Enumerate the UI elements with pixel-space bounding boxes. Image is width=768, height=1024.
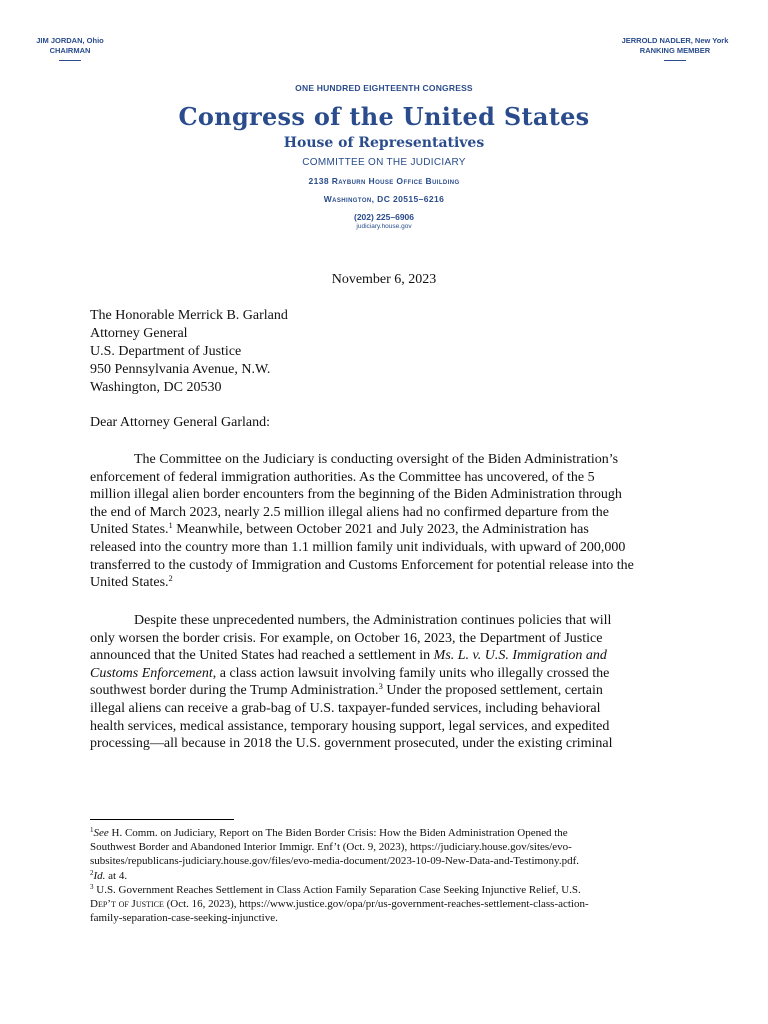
footnote-line[interactable]: family-separation-case-seeking-injunctive.	[90, 912, 278, 925]
footnote-text: U.S. Government Reaches Settlement in Class Action Family Separation Case Seeking Injunctive Relief, U.S.	[93, 883, 581, 896]
footnote-number: 2	[90, 868, 94, 877]
footnote-1	[90, 826, 690, 840]
chairman-title: CHAIRMAN	[49, 46, 91, 55]
footnotes	[90, 826, 690, 925]
publisher-name: Dep’t of Justice	[90, 898, 164, 911]
text-line	[90, 682, 690, 700]
text-segment: Meanwhile, between October 2021 and July 2023, the Administration has	[172, 522, 589, 538]
text-line: the end of March 2023, nearly 2.5 million illegal aliens had no confirmed departure from the	[90, 504, 610, 520]
chairman-name: JIM JORDAN, Ohio	[36, 36, 104, 45]
footnote-ref-2[interactable]: 2	[168, 573, 173, 584]
text-line: The Committee on the Judiciary is conducting oversight of the Biden Administration’s	[134, 452, 619, 467]
text-segment: United States.	[90, 522, 169, 538]
footnote-line[interactable]: subsites/republicans-judiciary.house.gov/files/evo-media-document/2023-10-09-New-Data-and-Testimony.pdf.	[90, 855, 580, 868]
text-segment: United States.	[90, 575, 169, 591]
body-paragraph-2	[90, 612, 690, 753]
ranking-member-block	[614, 36, 736, 61]
ranking-member-title: RANKING MEMBER	[639, 46, 711, 55]
text-segment: southwest border during the Trump Administration.	[90, 683, 379, 699]
congress-title: Congress of the United States	[178, 102, 590, 131]
text-line: only worsen the border crisis. For example, on October 16, 2023, the Department of Justice	[90, 630, 603, 646]
text-line: illegal aliens can receive a grab-bag of U.S. taxpayer-funded services, including behavioral	[90, 700, 601, 716]
text-line	[90, 574, 690, 592]
committee-name: COMMITTEE ON THE JUDICIARY	[302, 157, 466, 168]
text-line: transferred to the custody of Immigration and Customs Enforcement for potential release into the	[90, 557, 634, 573]
text-line: million illegal alien border encounters from the beginning of the Biden Administration through	[90, 487, 622, 503]
text-line: released into the country more than 1.1 million family unit individuals, with upward of 200,000	[90, 539, 626, 555]
recipient-line: Attorney General	[90, 326, 188, 341]
office-address: 2138 Rayburn House Office Building	[308, 176, 460, 186]
footnote-number: 1	[90, 826, 94, 834]
recipient-line: The Honorable Merrick B. Garland	[90, 308, 288, 323]
office-phone: (202) 225–6906	[353, 212, 415, 222]
footnote-2	[90, 869, 690, 883]
footnote-number: 3	[90, 882, 94, 891]
recipient-line: 950 Pennsylvania Avenue, N.W.	[90, 362, 271, 377]
text-line	[90, 521, 690, 539]
footnote-link-text[interactable]: (Oct. 16, 2023), https://www.justice.gov/opa/pr/us-government-reaches-settlement-class-action-	[163, 898, 589, 911]
footnote-3	[90, 883, 690, 897]
ranking-member-name: JERROLD NADLER, New York	[621, 36, 729, 45]
text-line: enforcement of federal immigration authorities. As the Committee has uncovered, of the 5	[90, 469, 595, 485]
footnote-divider	[90, 819, 234, 820]
text-segment: , a class action lawsuit involving family units who illegally crossed the	[212, 665, 610, 681]
chairman-rule	[59, 60, 81, 61]
salutation: Dear Attorney General Garland:	[90, 415, 270, 430]
footnote-ref-3[interactable]: 3	[378, 681, 383, 692]
footnote-line[interactable]: Southwest Border and Abandoned Interior Immigr. Enf’t (Oct. 9, 2023), https://judiciary.house.gov/sites/evo-	[90, 841, 572, 854]
footnote-line[interactable]	[90, 897, 690, 911]
recipient-line: U.S. Department of Justice	[90, 344, 242, 359]
chairman-block	[30, 36, 110, 61]
text-segment: announced that the United States had reached a settlement in	[90, 648, 434, 664]
website: judiciary.house.gov	[356, 223, 412, 230]
text-line	[90, 665, 690, 683]
signal-word: Id.	[93, 869, 106, 882]
text-line	[90, 647, 690, 665]
text-line: health services, medical assistance, temporary housing support, legal services, and expedited	[90, 718, 610, 734]
footnote-ref-1[interactable]: 1	[168, 520, 173, 531]
footnote-text: at 4.	[105, 869, 128, 882]
recipient-address	[90, 307, 288, 397]
text-line: processing—all because in 2018 the U.S. government prosecuted, under the existing criminal	[90, 736, 613, 752]
congress-number: ONE HUNDRED EIGHTEENTH CONGRESS	[295, 83, 473, 93]
signal-word: See	[93, 827, 109, 839]
letter-date: November 6, 2023	[331, 272, 437, 287]
house-title: House of Representatives	[283, 135, 485, 151]
recipient-line: Washington, DC 20530	[90, 380, 222, 395]
case-name: Customs Enforcement	[90, 665, 213, 681]
footnote-text: H. Comm. on Judiciary, Report on The Biden Border Crisis: How the Biden Administration Opened the	[108, 827, 568, 839]
ranking-member-rule	[664, 60, 686, 61]
office-city: Washington, DC 20515–6216	[323, 194, 445, 204]
text-segment: Under the proposed settlement, certain	[382, 683, 603, 699]
body-paragraph-1	[90, 451, 690, 592]
text-line: Despite these unprecedented numbers, the Administration continues policies that will	[134, 613, 612, 628]
case-name: Ms. L. v. U.S. Immigration and	[433, 648, 607, 664]
letterhead	[0, 83, 768, 230]
